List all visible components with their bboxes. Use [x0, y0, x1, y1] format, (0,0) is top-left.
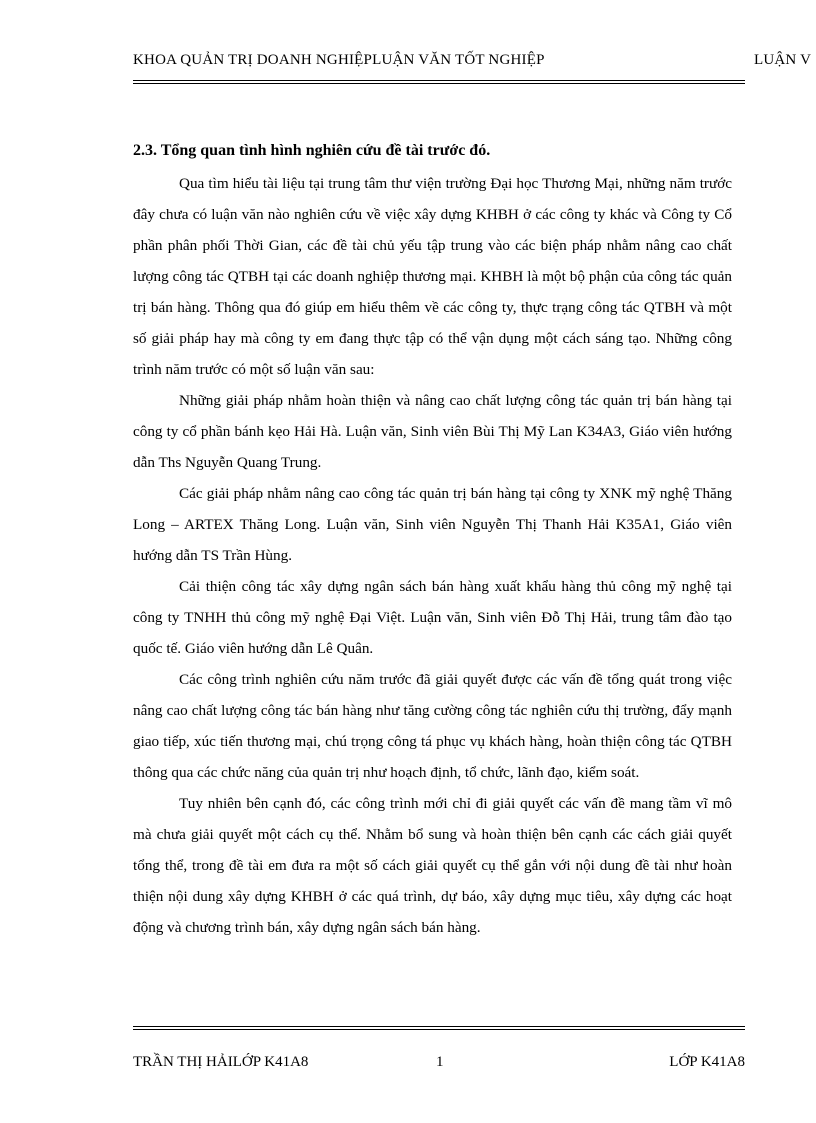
paragraph: Các giải pháp nhằm nâng cao công tác quản trị bán hàng tại công ty XNK mỹ nghệ Thăng Long – ARTEX Thăng Long. Luận văn, Sinh viên Nguyễn Thị Thanh Hải K35A1, Giáo viên hướng dẫn TS Trần Hùng. — [133, 485, 732, 564]
header-divider — [133, 80, 745, 84]
header-left-text: KHOA QUẢN TRỊ DOANH NGHIỆPLUẬN VĂN TỐT NGHIỆP — [133, 52, 545, 68]
document-body — [133, 138, 732, 943]
paragraph: Tuy nhiên bên cạnh đó, các công trình mới chỉ đi giải quyết các vấn đề mang tầm vĩ mô mà chưa giải quyết một cách cụ thể. Nhằm bổ sung và hoàn thiện bên cạnh các cách giải quyết tổng thể, trong đề tài em đưa ra một số cách giải quyết cụ thể gắn với nội dung đề tài như hoàn thiện nội dung xây dựng KHBH ở các quá trình, dự báo, xây dựng mục tiêu, xây dựng các hoạt động và chương trình bán, xây dựng ngân sách bán hàng. — [133, 795, 732, 936]
header-right-text: LUẬN V — [754, 52, 812, 68]
paragraph: Các công trình nghiên cứu năm trước đã giải quyết được các vấn đề tổng quát trong việc nâng cao chất lượng công tác bán hàng như tăng cường công tác nghiên cứu thị trường, đẩy mạnh giao tiếp, xúc tiến thương mại, chú trọng công tá phục vụ khách hàng, hoàn thiện công tác QTBH thông qua các chức năng của quản trị như hoạch định, tổ chức, lãnh đạo, kiểm soát. — [133, 671, 732, 781]
footer-right-text: LỚP K41A8 — [669, 1054, 745, 1070]
footer-left-text: TRẦN THỊ HẢILỚP K41A8 — [133, 1054, 309, 1070]
section-title: 2.3. Tổng quan tình hình nghiên cứu đề tài trước đó. — [133, 142, 491, 159]
paragraph: Qua tìm hiểu tài liệu tại trung tâm thư viện trường Đại học Thương Mại, những năm trước đây chưa có luận văn nào nghiên cứu về việc xây dựng KHBH ở các công ty khác và Công ty Cổ phần phân phối Thời Gian, các đề tài chủ yếu tập trung vào các biện pháp nhằm nâng cao chất lượng công tác QTBH tại các doanh nghiệp thương mại. KHBH là một bộ phận của công tác quản trị bán hàng. Thông qua đó giúp em hiểu thêm về các công ty, thực trạng công tác QTBH và một số giải pháp hay mà công ty em đang thực tập có thể vận dụng một cách sáng tạo. Những công trình năm trước có một số luận văn sau: — [133, 175, 732, 378]
paragraph: Những giải pháp nhằm hoàn thiện và nâng cao chất lượng công tác quản trị bán hàng tại công ty cổ phần bánh kẹo Hải Hà. Luận văn, Sinh viên Bùi Thị Mỹ Lan K34A3, Giáo viên hướng dẫn Ths Nguyễn Quang Trung. — [133, 392, 732, 471]
paragraph: Cải thiện công tác xây dựng ngân sách bán hàng xuất khẩu hàng thủ công mỹ nghệ tại công ty TNHH thủ công mỹ nghệ Đại Việt. Luận văn, Sinh viên Đỗ Thị Hải, trung tâm đào tạo quốc tế. Giáo viên hướng dẫn Lê Quân. — [133, 578, 732, 657]
footer-divider — [133, 1026, 745, 1030]
page-header — [133, 52, 816, 76]
page-footer — [133, 1054, 745, 1076]
page-number: 1 — [436, 1054, 444, 1070]
